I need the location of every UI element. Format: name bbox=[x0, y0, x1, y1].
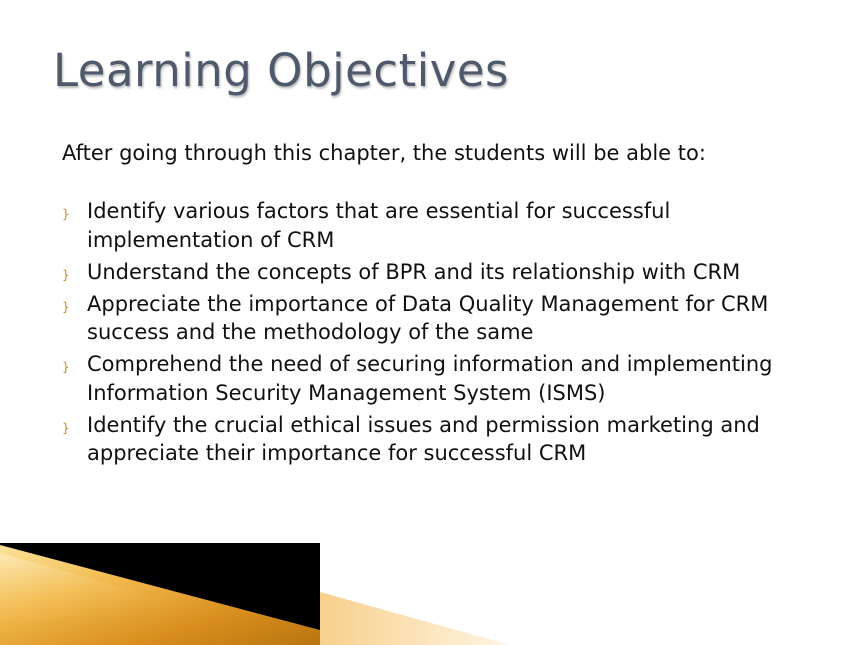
list-item bbox=[62, 290, 822, 347]
list-item bbox=[62, 411, 822, 468]
right-brace-bullet-icon: } bbox=[62, 267, 70, 282]
list-item bbox=[62, 258, 822, 287]
right-brace-bullet-icon: } bbox=[62, 360, 70, 374]
right-brace-bullet-icon: } bbox=[62, 299, 70, 314]
slide-title: Learning Objectives bbox=[53, 44, 509, 97]
bullet-text: Understand the concepts of BPR and its relationship with CRM bbox=[87, 259, 741, 284]
intro-text: After going through this chapter, the students will be able to: bbox=[62, 141, 706, 165]
bullet-text: Comprehend the need of securing information and implementing Information Security Management System (ISMS) bbox=[87, 352, 773, 405]
black-block bbox=[0, 543, 320, 645]
list-item bbox=[62, 350, 822, 407]
gold-stripe bbox=[0, 545, 320, 645]
bullet-text: Identify the crucial ethical issues and permission marketing and appreciate their importance for successful CRM bbox=[87, 412, 760, 465]
bullet-text: Appreciate the importance of Data Quality Management for CRM success and the methodology of the same bbox=[87, 291, 769, 344]
list-item bbox=[62, 197, 822, 254]
right-brace-bullet-icon: } bbox=[62, 207, 70, 221]
gold-stripe-light bbox=[320, 592, 510, 645]
objectives-list bbox=[62, 197, 822, 471]
gold-shine bbox=[0, 553, 220, 620]
right-brace-bullet-icon: } bbox=[62, 420, 70, 435]
bullet-text: Identify various factors that are essential for successful implementation of CRM bbox=[87, 199, 671, 252]
